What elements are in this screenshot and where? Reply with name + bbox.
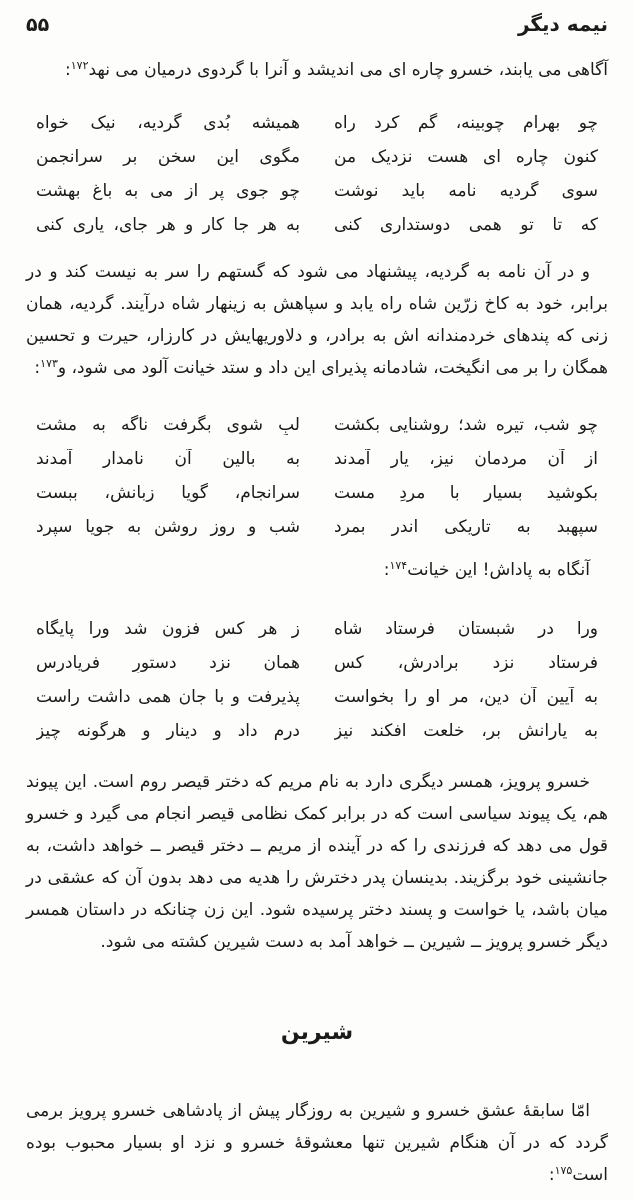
hemistich-left: پذیرفت و با جان همی داشت راست [36,687,300,707]
poem-reward [36,612,598,748]
prose1-text: و در آن نامه به گردیه، پیشنهاد می شود که گستهم را سر به نیست کند و در برابر، خود به کاخ زرّین شاه راه یابد و سپاهش به زینهار شاه درآیند. گردیه، همان زنی که پندهای خردمندانه اش به برادر، و دلاوریهایش در کارزار، حیرت و تحسین همگان را بر می انگیخت، شادمانه پذیرای این داد و ستد خیانت آلود می شود، و [26,262,608,378]
page-header [26,12,608,36]
hemistich-right: سوی گردیه نامه باید نوشت [334,181,598,201]
footnote-ref-172: ۱۷۲ [70,59,89,72]
couplet [36,612,598,646]
intro-paragraph [26,54,608,86]
hemistich-left: همان نزد دستورِ فریادرس [36,653,300,673]
couplet [36,140,598,174]
couplet [36,646,598,680]
hemistich-right: به یارانش بر، خلعت افکند نیز [334,721,598,741]
hemistich-right: چو شب، تیره شد؛ روشنایی بکشت [334,415,598,435]
hemistich-right: بکوشید بسیار با مردِ مست [334,483,598,503]
running-head-title: نیمه دیگر [517,12,608,36]
couplet [36,106,598,140]
hemistich-left: مگوی این سخن بر سرانجمن [36,147,300,167]
footnote-ref-175: ۱۷۵ [554,1164,573,1177]
hemistich-left: همیشه بُدی گردیه، نیک خواه [36,113,300,133]
couplet [36,680,598,714]
hemistich-right: که تا تو همی دوستداری کنی [334,215,598,235]
section-heading-shirin: شیرین [280,1020,354,1045]
hemistich-left: سرانجام، گویا زبانش، ببست [36,483,300,503]
hemistich-right: ورا در شبستان فرستاد شاه [334,619,598,639]
hemistich-right: از آن مردمان نیز، یار آمدند [334,449,598,469]
prose-paragraph-maryam: خسرو پرویز، همسر دیگری دارد به نام مریم که دختر قیصر روم است. این پیوند هم، یک پیوند سیاسی است که در برابر کمک نظامی قیصر انجام می گیرد و خسرو قول می دهد که فرزندی را که در آینده از مریم ــ دختر قیصر ــ خواهد داشت، به جانشینی خود برگزیند. بدینسان پدر دخترش را هدیه می دهد بدون آن که عشقی در میان باشد، یا خواست و پسند دختر پرسیده شود. این زن چنانکه در داستان همسر دیگر خسرو پرویز ــ شیرین ــ خواهد آمد به دست شیرین کشته می شود. [26,772,608,952]
intro-text: آگاهی می یابند، خسرو چاره ای می اندیشد و آنرا با گردوی درمیان می نهد [88,60,608,80]
hemistich-right: به آیین آن دین، مر او را بخواست [334,687,598,707]
couplet [36,208,598,242]
prose-paragraph-letter [26,256,608,384]
colon: : [548,1165,555,1185]
hemistich-left: چو جوی پر از می به باغ بهشت [36,181,300,201]
hemistich-right: چو بهرام چوبینه، گم کرد راه [334,113,598,133]
hemistich-left: ز هر کس فزون شد ورا پایگاه [36,619,300,639]
hemistich-left: درم داد و دینار و هرگونه چیز [36,721,300,741]
lead2-text: آنگاه به پاداش! این خیانت [407,560,590,580]
hemistich-left: به هر جا کار و هر جای، یاری کنی [36,215,300,235]
couplet [36,510,598,544]
lead-line-reward [26,554,608,586]
couplet [36,442,598,476]
prose3-text: امّا سابقهٔ عشق خسرو و شیرین به روزگار پیش از پادشاهی خسرو پرویز برمی گردد که در آن هنگام شیرین تنها معشوقهٔ خسرو و نزد او بسیار محبوب بوده است [26,1101,608,1185]
prose-paragraph-shirin [26,1095,608,1191]
colon: : [383,560,390,580]
hemistich-left: لبِ شوی بگرفت ناگه به مشت [36,415,300,435]
hemistich-right: سپهبد به تاریکی اندر بمرد [334,517,598,537]
poem-gostahm-murder [36,408,598,544]
hemistich-left: به بالین آن نامدار آمدند [36,449,300,469]
couplet [36,476,598,510]
colon: : [65,60,71,80]
colon: : [34,358,41,378]
couplet [36,714,598,748]
footnote-ref-173: ۱۷۳ [40,357,58,370]
poem-gordiyeh-letter [36,106,598,242]
hemistich-right: فرستاد نزد برادرش، کس [334,653,598,673]
footnote-ref-174: ۱۷۴ [389,559,408,572]
couplet [36,408,598,442]
page-number: ۵۵ [26,14,50,36]
hemistich-right: کنون چاره ای هست نزدیک من [334,147,598,167]
couplet [36,174,598,208]
hemistich-left: شب و روز روشن به جویا سپرد [36,517,300,537]
